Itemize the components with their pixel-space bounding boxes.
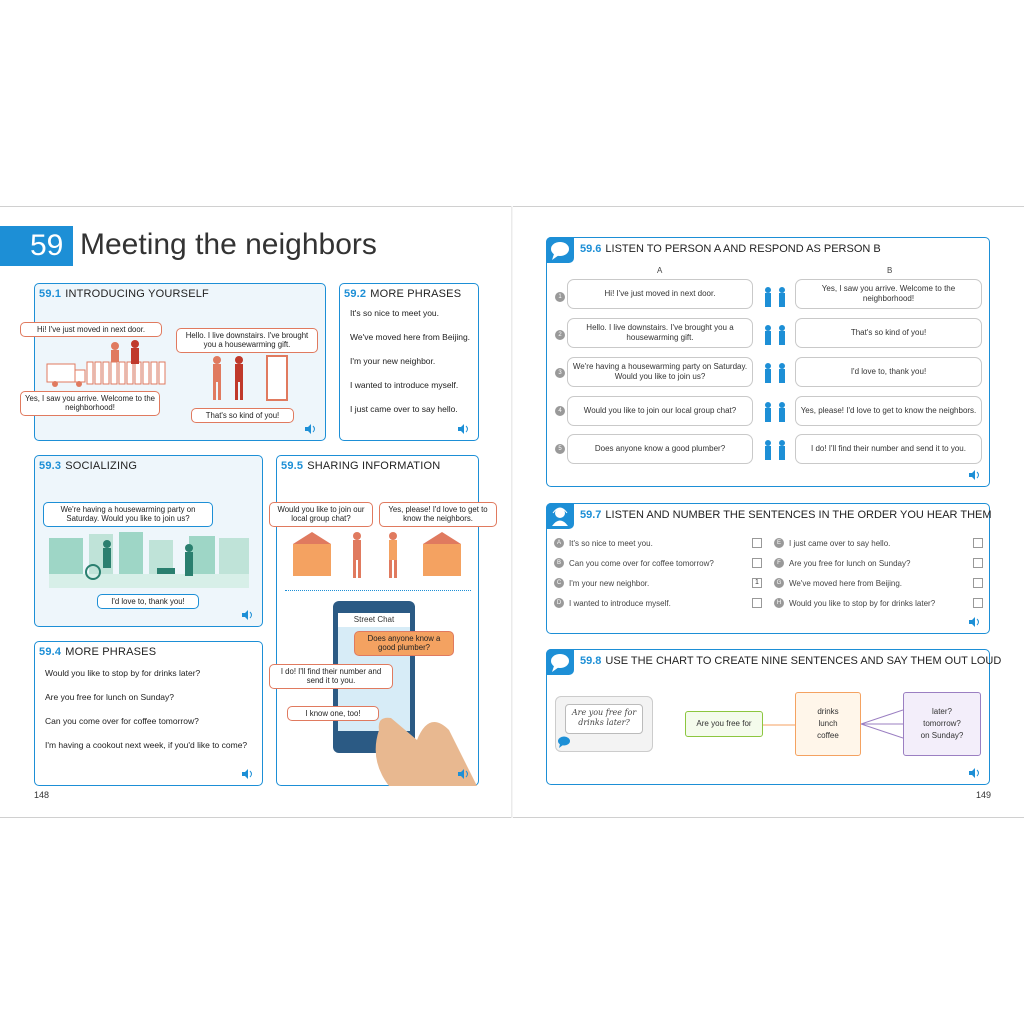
phrase: It's so nice to meet you. [350, 308, 440, 318]
speech-bubble: Would you like to join our local group chat? [269, 502, 373, 527]
section-59-2 [339, 283, 479, 441]
option-letter: D [554, 598, 564, 608]
example-sentence: Are you free for drinks later? [565, 704, 643, 734]
pill-b: I'd love to, thank you! [795, 357, 982, 387]
answer-box[interactable] [973, 578, 983, 588]
option-text: It's so nice to meet you. [569, 539, 653, 548]
section-number: 59.8 [580, 655, 602, 667]
section-59-5 [276, 455, 488, 786]
page-number: 149 [976, 790, 992, 800]
page-number: 148 [34, 790, 50, 800]
speech-bubble: I'd love to, thank you! [97, 594, 199, 609]
option-text: Would you like to stop by for drinks later? [789, 599, 936, 608]
illustration-street [49, 528, 249, 588]
speech-bubble: That's so kind of you! [191, 408, 294, 423]
section-number: 59.1 [39, 288, 62, 300]
speech-bubble: Yes, I saw you arrive. Welcome to the neighborhood! [20, 391, 160, 416]
connector-line [763, 724, 795, 726]
pill-a: Would you like to join our local group chat? [567, 396, 753, 426]
answer-box[interactable] [752, 558, 762, 568]
section-title: INTRODUCING YOURSELF [65, 288, 209, 300]
section-title: MORE PHRASES [65, 646, 157, 658]
page-gutter [511, 206, 513, 818]
pill-a: We're having a housewarming party on Saturday. Would you like to join us? [567, 357, 753, 387]
chat-header [338, 613, 410, 627]
answer-box[interactable] [973, 538, 983, 548]
pill-b: That's so kind of you! [795, 318, 982, 348]
row-number: 5 [555, 444, 565, 454]
connector-lines [861, 698, 903, 750]
phrase: I just came over to say hello. [350, 404, 458, 414]
two-people-icon [761, 286, 789, 462]
row-number: 4 [555, 406, 565, 416]
speaker-icon[interactable] [969, 768, 981, 778]
phrase: Would you like to stop by for drinks later? [45, 668, 201, 678]
speaker-icon[interactable] [458, 769, 470, 779]
chat-message: Does anyone know a good plumber? [354, 631, 454, 656]
chart-start-text: Are you free for [696, 719, 752, 728]
section-number: 59.4 [39, 646, 62, 658]
speech-bubble: Hi! I've just moved in next door. [20, 322, 162, 337]
phrase: I wanted to introduce myself. [350, 380, 459, 390]
section-number: 59.6 [580, 243, 602, 255]
column-header-a: A [657, 266, 663, 275]
speech-bubble-icon [546, 237, 574, 263]
answer-box[interactable]: 1 [752, 578, 762, 588]
column-header-b: B [887, 266, 893, 275]
pill-a: Does anyone know a good plumber? [567, 434, 753, 464]
pill-b: Yes, I saw you arrive. Welcome to the neighborhood! [795, 279, 982, 309]
section-59-3 [34, 455, 263, 627]
section-59-7 [546, 503, 990, 634]
chart-word: tomorrow? [923, 719, 961, 728]
speech-bubble: Hello. I live downstairs. I've brought you a housewarming gift. [176, 328, 318, 353]
pill-a: Hi! I've just moved in next door. [567, 279, 753, 309]
illustration-neighbors [291, 530, 471, 586]
chart-word: coffee [817, 731, 839, 740]
option-text: Are you free for lunch on Sunday? [789, 559, 911, 568]
section-number: 59.2 [344, 288, 367, 300]
unit-number: 59 [0, 226, 73, 266]
section-number: 59.3 [39, 460, 62, 472]
section-title: SOCIALIZING [65, 460, 138, 472]
speech-bubble-icon [546, 649, 574, 675]
option-text: Can you come over for coffee tomorrow? [569, 559, 714, 568]
section-title: SHARING INFORMATION [307, 460, 441, 472]
row-number: 2 [555, 330, 565, 340]
option-letter: E [774, 538, 784, 548]
pill-b: Yes, please! I'd love to get to know the neighbors. [795, 396, 982, 426]
speaker-icon[interactable] [969, 617, 981, 627]
speech-bubble-icon [557, 736, 571, 748]
chart-word: lunch [818, 719, 838, 728]
chat-message: I do! I'll find their number and send it to you. [269, 664, 393, 689]
chart-end-box [903, 692, 981, 756]
option-text: We've moved here from Beijing. [789, 579, 902, 588]
speaker-icon[interactable] [969, 470, 981, 480]
option-letter: F [774, 558, 784, 568]
option-letter: G [774, 578, 784, 588]
chat-title: Street Chat [353, 615, 395, 624]
option-letter: A [554, 538, 564, 548]
option-letter: H [774, 598, 784, 608]
section-number: 59.7 [580, 509, 602, 521]
section-title: LISTEN TO PERSON A AND RESPOND AS PERSON B [605, 243, 881, 255]
speaker-icon[interactable] [242, 610, 254, 620]
speech-bubble: We're having a housewarming party on Saturday. Would you like to join us? [43, 502, 213, 527]
pill-b: I do! I'll find their number and send it to you. [795, 434, 982, 464]
speaker-icon[interactable] [242, 769, 254, 779]
speaker-icon[interactable] [458, 424, 470, 434]
section-title: LISTEN AND NUMBER THE SENTENCES IN THE ORDER YOU HEAR THEM [605, 509, 992, 521]
speech-bubble: Yes, please! I'd love to get to know the neighbors. [379, 502, 497, 527]
illustration-gift [205, 352, 295, 408]
option-text: I'm your new neighbor. [569, 579, 650, 588]
pill-a: Hello. I live downstairs. I've brought you a housewarming gift. [567, 318, 753, 348]
phrase: We've moved here from Beijing. [350, 332, 471, 342]
phrase: Are you free for lunch on Sunday? [45, 692, 174, 702]
section-59-8 [546, 649, 1002, 785]
row-number: 1 [555, 292, 565, 302]
chat-message: I know one, too! [287, 706, 379, 721]
section-59-1 [25, 283, 326, 441]
section-title: MORE PHRASES [370, 288, 462, 300]
answer-box[interactable] [973, 558, 983, 568]
option-text: I wanted to introduce myself. [569, 599, 671, 608]
listener-icon [546, 503, 574, 529]
phrase: Can you come over for coffee tomorrow? [45, 716, 199, 726]
chart-middle-box [795, 692, 861, 756]
section-title: USE THE CHART TO CREATE NINE SENTENCES AND SAY THEM OUT LOUD [605, 655, 1002, 667]
row-number: 3 [555, 368, 565, 378]
phrase: I'm having a cookout next week, if you'd like to come? [45, 740, 248, 750]
answer-box[interactable] [752, 538, 762, 548]
phrase: I'm your new neighbor. [350, 356, 436, 366]
option-text: I just came over to say hello. [789, 539, 891, 548]
divider [285, 590, 471, 591]
chart-word: drinks [817, 707, 839, 716]
answer-box[interactable] [973, 598, 983, 608]
chart-word: on Sunday? [920, 731, 964, 740]
option-letter: B [554, 558, 564, 568]
page-title: Meeting the neighbors [80, 228, 377, 261]
section-59-4 [34, 641, 263, 786]
chart-word: later? [931, 707, 952, 716]
option-letter: C [554, 578, 564, 588]
section-number: 59.5 [281, 460, 304, 472]
answer-box[interactable] [752, 598, 762, 608]
chart-start-box [685, 711, 763, 737]
section-59-6 [546, 237, 990, 487]
speaker-icon[interactable] [305, 424, 317, 434]
